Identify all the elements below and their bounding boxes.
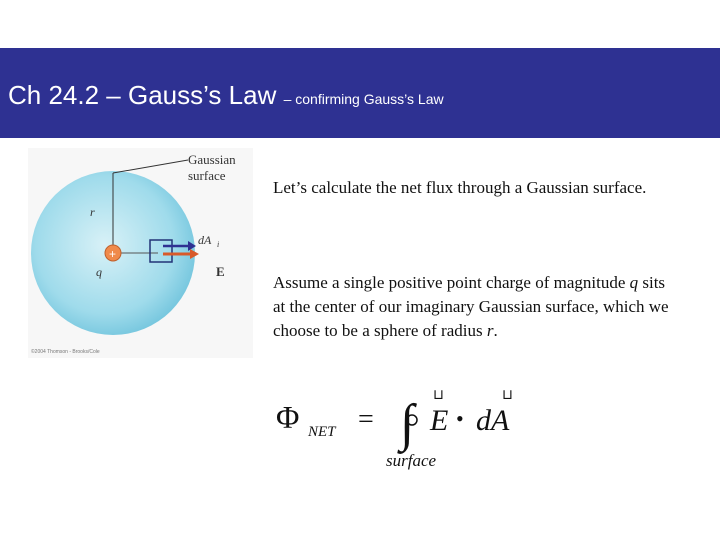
surface-limit: surface <box>386 451 437 470</box>
gauss-law-equation <box>270 378 540 478</box>
surface-label: surface <box>188 168 226 183</box>
dA-vector-mark: ⊔ <box>502 388 513 403</box>
gaussian-label: Gaussian <box>188 152 236 167</box>
flux-subscript: NET <box>308 424 336 440</box>
flux-symbol: Φ <box>276 399 300 435</box>
integral-sign: ∫ <box>400 395 415 452</box>
charge-sign: + <box>109 247 117 261</box>
E-label: E <box>216 264 225 279</box>
radius-label: r <box>90 205 95 219</box>
assumption-text-1: Assume a single positive point charge of magnitude <box>273 273 630 292</box>
assumption-text-3: . <box>493 321 498 340</box>
dot-operator: • <box>456 406 464 431</box>
slide-subtitle: – confirming Gauss’s Law <box>283 91 444 107</box>
dA-label: dA <box>198 233 212 247</box>
dA-symbol: dA <box>476 404 510 437</box>
gaussian-sphere-figure <box>28 148 253 358</box>
assumption-text-2: sits at the center of our imaginary Gaussian surface, which we choose to be a sphere of radius <box>273 273 669 340</box>
dA-subscript: i <box>217 240 220 249</box>
charge-label: q <box>96 265 102 279</box>
radius-symbol: r <box>486 321 494 340</box>
intro-paragraph: Let’s calculate the net flux through a Gaussian surface. <box>273 178 647 197</box>
E-symbol: E <box>430 404 449 437</box>
E-vector-mark: ⊔ <box>433 388 444 403</box>
equals-sign: = <box>358 404 374 435</box>
figure-copyright: ©2004 Thomson - Brooks/Cole <box>31 349 100 355</box>
slide-title-main: Ch 24.2 – Gauss’s Law <box>8 80 277 110</box>
slide-title <box>8 80 444 111</box>
charge-symbol: q <box>629 273 639 292</box>
assumption-paragraph <box>273 271 673 343</box>
